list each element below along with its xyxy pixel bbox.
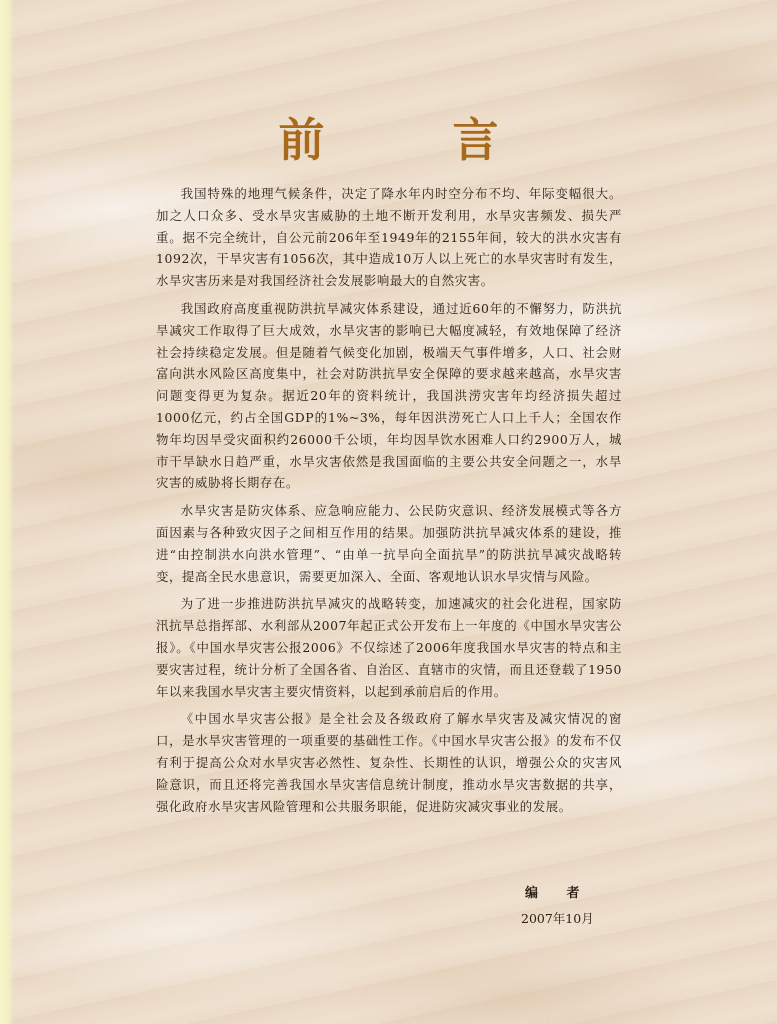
signature-author: 编 者 (525, 886, 592, 901)
paragraph: 我国政府高度重视防洪抗旱减灾体系建设，通过近60年的不懈努力，防洪抗旱减灾工作取得了巨大成效，水旱灾害的影响已大幅度减轻，有效地保障了经济社会持续稳定发展。但是随着气候变化加剧，极端天气事件增多，人口、社会财富向洪水风险区高度集中，社会对防洪抗旱安全保障的要求越来越高，水旱灾害问题变得更为复杂。据近20年的资料统计，我国洪涝灾害年均经济损失超过1000亿元，约占全国GDP的1%~3%，每年因洪涝死亡人口上千人；全国农作物年均因旱受灾面积约26000千公顷，年均因旱饮水困难人口约2900万人，城市干旱缺水日趋严重，水旱灾害依然是我国面临的主要公共安全问题之一，水旱灾害的威胁将长期存在。 (156, 300, 622, 491)
paragraph: 水旱灾害是防灾体系、应急响应能力、公民防灾意识、经济发展模式等各方面因素与各种致灾因子之间相互作用的结果。加强防洪抗旱减灾体系的建设，推进“由控制洪水向洪水管理”、“由单一抗旱向全面抗旱”的防洪抗旱减灾战略转变，提高全民水患意识，需要更加深入、全面、客观地认识水旱灾情与风险。 (156, 503, 622, 584)
preface-body (156, 183, 622, 823)
paragraph: 我国特殊的地理气候条件，决定了降水年内时空分布不均、年际变幅很大。加之人口众多、受水旱灾害威胁的土地不断开发利用，水旱灾害频发、损失严重。据不完全统计，自公元前206年至1949年的2155年间，较大的洪水灾害有1092次，干旱灾害有1056次，其中造成10万人以上死亡的水旱灾害时有发生，水旱灾害历来是对我国经济社会发展影响最大的自然灾害。 (156, 186, 622, 289)
signature-block (521, 882, 594, 927)
paragraph: 《中国水旱灾害公报》是全社会及各级政府了解水旱灾害及减灾情况的窗口，是水旱灾害管理的一项重要的基础性工作。《中国水旱灾害公报》的发布不仅有利于提高公众对水旱灾害必然性、复杂性、长期性的认识，增强公众的灾害风险意识，而且还将完善我国水旱灾害信息统计制度，推动水旱灾害数据的共享，强化政府水旱灾害风险管理和公共服务职能，促进防灾减灾事业的发展。 (156, 711, 622, 814)
paragraph: 为了进一步推进防洪抗旱减灾的战略转变，加速减灾的社会化进程，国家防汛抗旱总指挥部、水利部从2007年起正式公开发布上一年度的《中国水旱灾害公报》。《中国水旱灾害公报2006》不仅综述了2006年度我国水旱灾害的特点和主要灾害过程，统计分析了全国各省、自治区、直辖市的灾情，而且还登载了1950年以来我国水旱灾害主要灾情资料，以起到承前启后的作用。 (156, 596, 622, 699)
page-title: 前 言 (278, 113, 555, 167)
signature-date: 2007年10月 (521, 911, 594, 926)
